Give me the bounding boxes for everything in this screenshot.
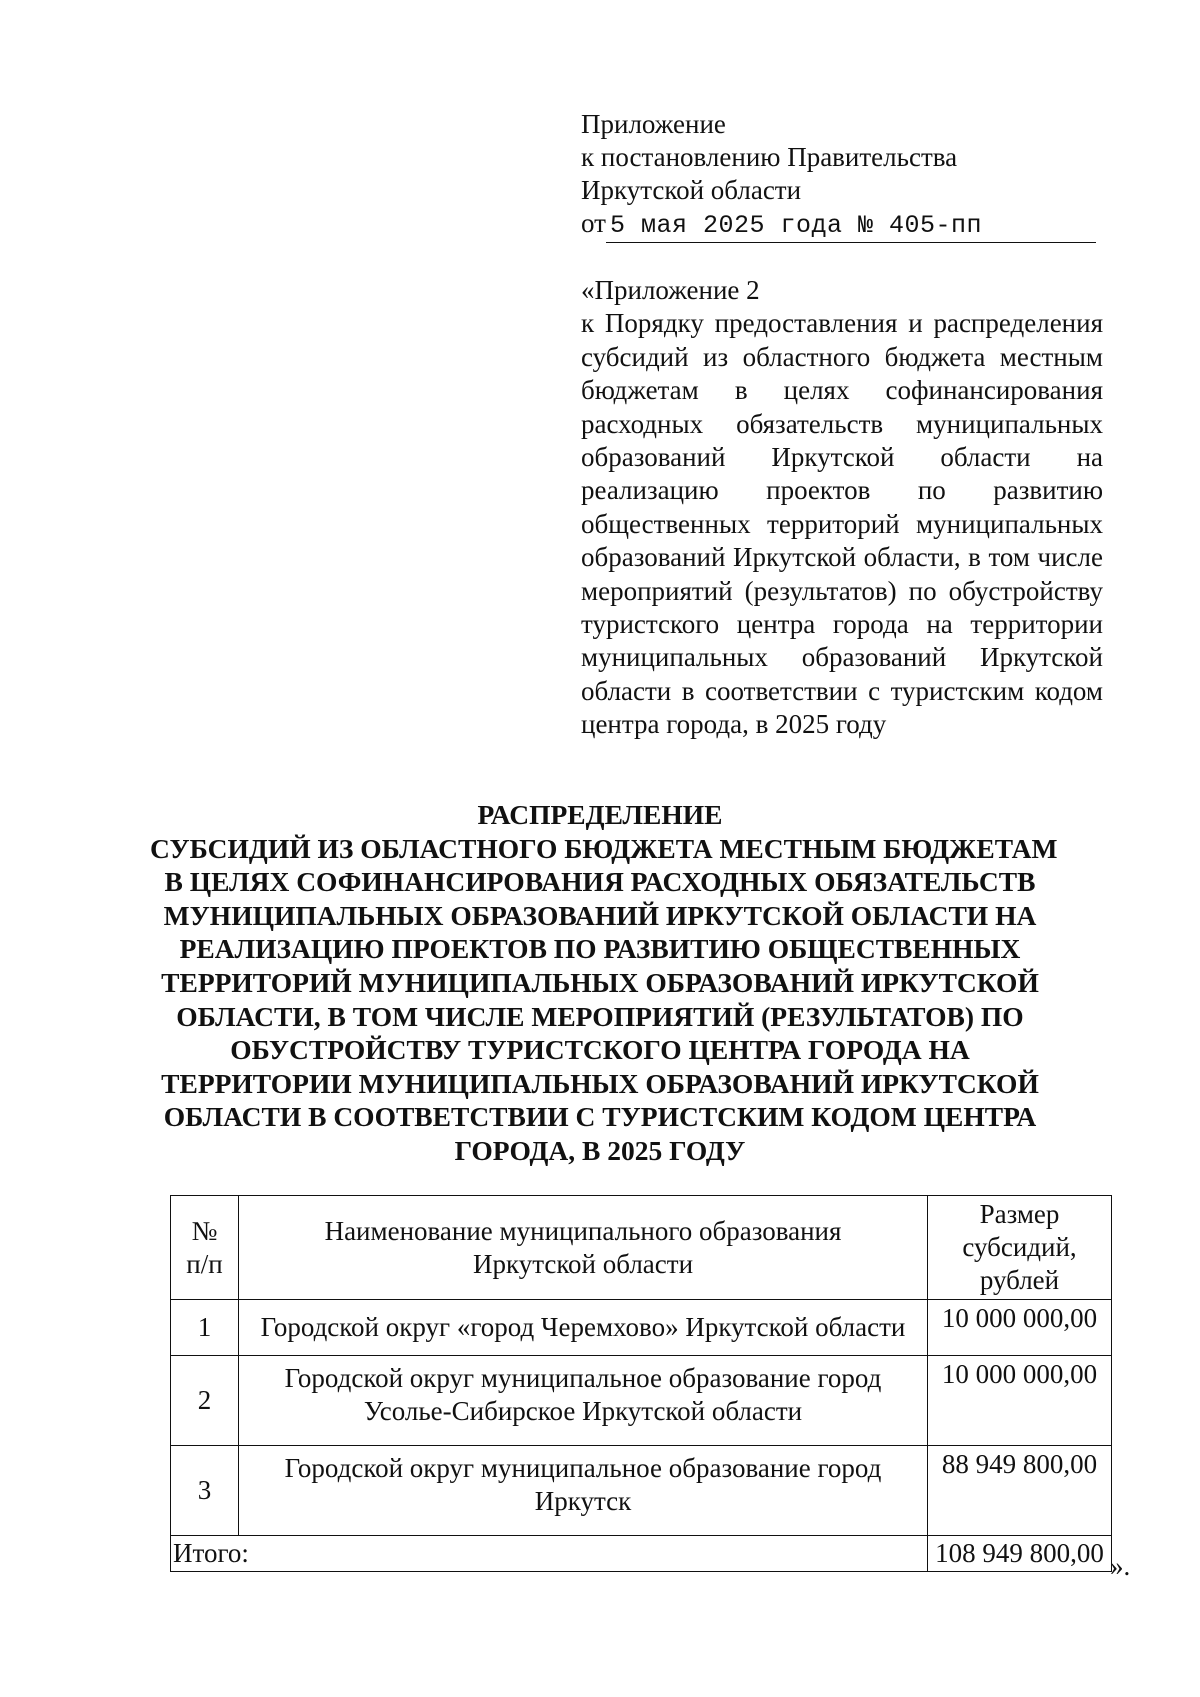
header-num	[171, 1196, 239, 1300]
total-amount: 108 949 800,00	[928, 1536, 1112, 1572]
row-name-line: Городской округ муниципальное образование город	[284, 1453, 882, 1483]
appendix-header	[581, 108, 1101, 243]
appendix-line-3: Иркутской области	[581, 175, 802, 205]
heading-line: ГОРОДА, В 2025 ГОДУ	[454, 1134, 746, 1166]
row-name: Городской округ «город Черемхово» Иркутской области	[239, 1300, 928, 1356]
heading-line: ОБЛАСТИ В СООТВЕТСТВИИ С ТУРИСТСКИМ КОДОМ ЦЕНТРА	[163, 1101, 1037, 1133]
header-num-line: №	[191, 1215, 218, 1246]
row-name-line: Иркутск	[534, 1486, 632, 1516]
appendix-line-2: к постановлению Правительства	[581, 142, 958, 172]
row-amount: 88 949 800,00	[928, 1446, 1112, 1536]
row-amount: 10 000 000,00	[928, 1300, 1112, 1356]
date-value: 5 мая 2025 года № 405-пп	[606, 209, 1096, 243]
appendix-date-line	[581, 207, 1096, 243]
table-row	[171, 1446, 1112, 1536]
header-num-line: п/п	[186, 1248, 223, 1279]
row-amount: 10 000 000,00	[928, 1356, 1112, 1446]
header-amount	[928, 1196, 1112, 1300]
header-amount-line: Размер	[979, 1199, 1060, 1229]
subsidy-table	[170, 1195, 1112, 1572]
appendix-2-block	[581, 274, 1103, 742]
table-row	[171, 1356, 1112, 1446]
row-num: 2	[171, 1356, 239, 1446]
heading-line: ОБУСТРОЙСТВУ ТУРИСТСКОГО ЦЕНТРА ГОРОДА НА	[230, 1034, 970, 1066]
document-heading	[150, 798, 1058, 1168]
table-total-row	[171, 1536, 1112, 1572]
heading-line: РАСПРЕДЕЛЕНИЕ	[477, 799, 723, 830]
row-num: 3	[171, 1446, 239, 1536]
date-prefix: от	[581, 208, 606, 238]
heading-line: В ЦЕЛЯХ СОФИНАНСИРОВАНИЯ РАСХОДНЫХ ОБЯЗАТЕЛЬСТВ	[164, 866, 1036, 898]
heading-line: ТЕРРИТОРИЙ МУНИЦИПАЛЬНЫХ ОБРАЗОВАНИЙ ИРКУТСКОЙ	[161, 966, 1039, 998]
header-name-line: Иркутской области	[472, 1248, 694, 1279]
heading-line: МУНИЦИПАЛЬНЫХ ОБРАЗОВАНИЙ ИРКУТСКОЙ ОБЛАСТИ НА	[163, 899, 1037, 931]
row-name	[239, 1446, 928, 1536]
header-name	[239, 1196, 928, 1300]
heading-line: СУБСИДИЙ ИЗ ОБЛАСТНОГО БЮДЖЕТА МЕСТНЫМ БЮДЖЕТАМ	[150, 832, 1058, 864]
table-header-row	[171, 1196, 1112, 1300]
appendix-line-1: Приложение	[581, 109, 726, 139]
heading-line: ТЕРРИТОРИИ МУНИЦИПАЛЬНЫХ ОБРАЗОВАНИЙ ИРКУТСКОЙ	[161, 1067, 1039, 1099]
row-name-line: Усолье-Сибирское Иркутской области	[363, 1396, 803, 1426]
header-amount-line: субсидий,	[962, 1232, 1077, 1262]
header-amount-line: рублей	[979, 1265, 1060, 1295]
row-num: 1	[171, 1300, 239, 1356]
closing-quote-mark: ».	[1110, 1551, 1131, 1581]
row-name-line: Городской округ муниципальное образование город	[284, 1363, 882, 1393]
heading-line: ОБЛАСТИ, В ТОМ ЧИСЛЕ МЕРОПРИЯТИЙ (РЕЗУЛЬТАТОВ) ПО	[176, 1000, 1024, 1032]
table-row	[171, 1300, 1112, 1356]
header-name-line: Наименование муниципального образования	[324, 1215, 842, 1246]
appendix-2-text: к Порядку предоставления и распределения субсидий из областного бюджета местным бюджетам в целях софинансирования расходных обязательств муниципальных образований Иркутской области на реализацию проектов по развитию общественных территорий муниципальных образований Иркутской области, в том числе мероприятий (результатов) по обустройству туристского центра города на территории муниципальных образований Иркутской области в соответствии с туристским кодом центра города, в 2025 году	[581, 308, 1103, 740]
row-name	[239, 1356, 928, 1446]
total-label: Итого:	[171, 1536, 928, 1572]
heading-line: РЕАЛИЗАЦИЮ ПРОЕКТОВ ПО РАЗВИТИЮ ОБЩЕСТВЕННЫХ	[179, 933, 1021, 965]
appendix-2-title: «Приложение 2	[581, 275, 760, 305]
